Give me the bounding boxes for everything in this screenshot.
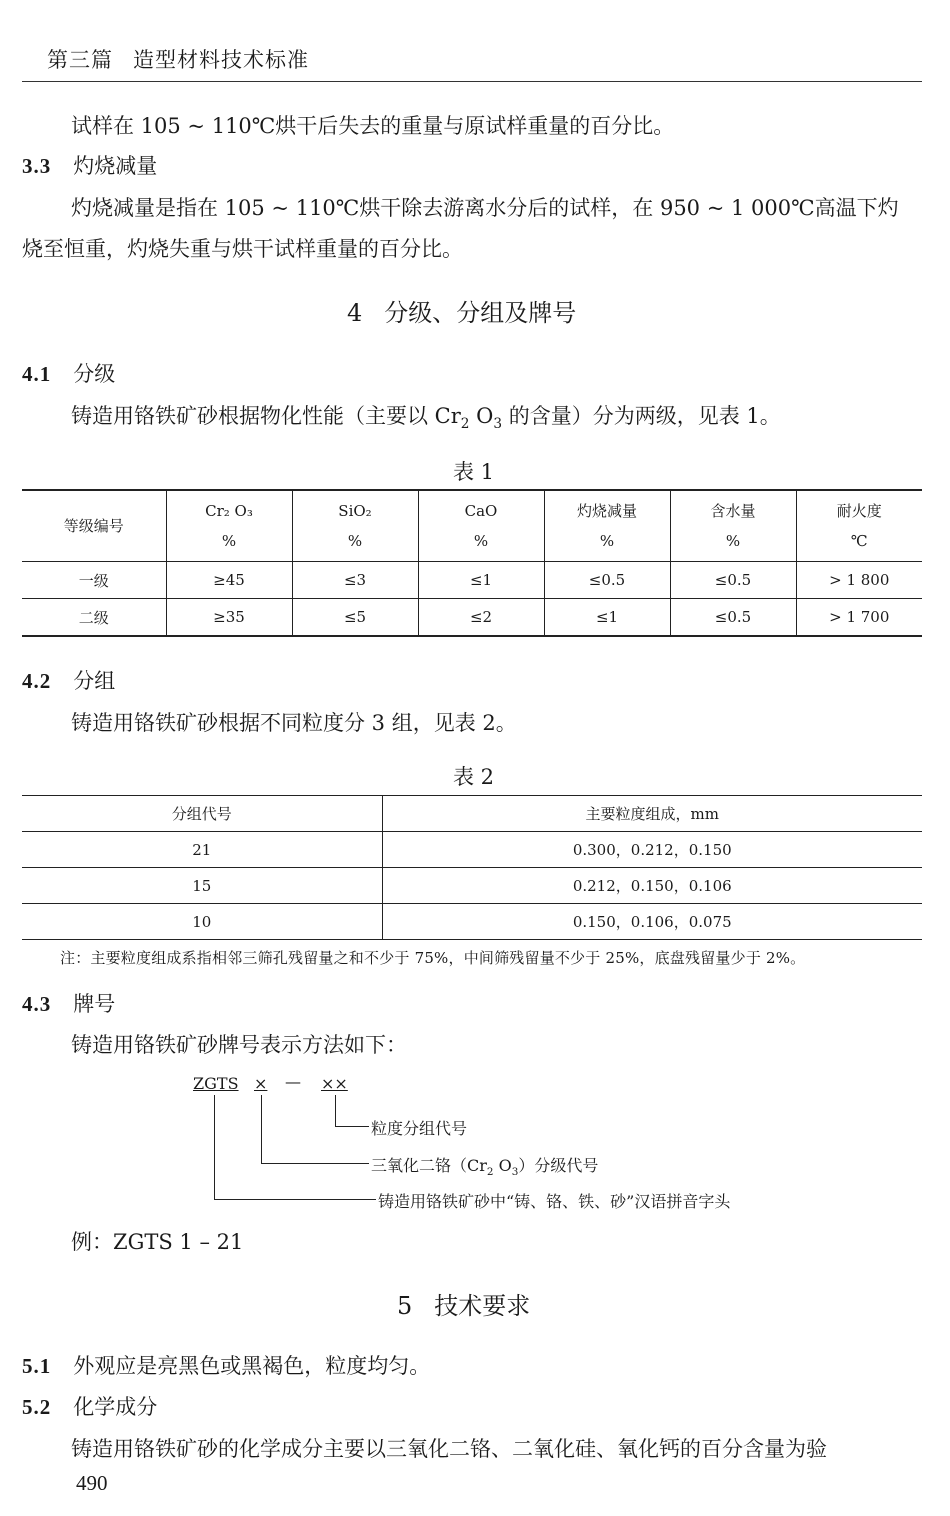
connector-line	[261, 1163, 369, 1164]
subscript: 2	[486, 1166, 494, 1179]
section-title: 技术要求	[434, 1292, 531, 1320]
paragraph-text: 铸造用铬铁矿砂根据物化性能（主要以 Cr	[71, 404, 461, 428]
table-header-cell	[544, 490, 670, 562]
section-4-1-heading	[22, 358, 115, 388]
table1-caption: 表 1	[453, 460, 495, 484]
table-cell: > 1 700	[796, 599, 922, 637]
paragraph-text: O	[469, 404, 494, 428]
paragraph-loi-line1: 灼烧减量是指在 105 ~ 110℃烘干除去游离水分后的试样，在 950 ~ 1 000℃高温下灼	[71, 196, 899, 220]
table-row	[22, 868, 922, 904]
section-4-3-heading	[22, 988, 115, 1018]
table-header-row	[22, 490, 922, 562]
label-grade-code	[371, 1153, 598, 1178]
header-unit: ℃	[850, 532, 868, 550]
connector-line	[214, 1095, 215, 1199]
subscript: 3	[493, 416, 503, 433]
table2-note: 注：主要粒度组成系指相邻三筛孔残留量之和不少于 75%，中间筛残留量不少于 25%，底盘残留量少于 2%。	[60, 949, 806, 967]
table-header-cell	[418, 490, 544, 562]
header-line: 含水量	[710, 502, 756, 520]
section-title: 分组	[73, 669, 116, 693]
designation-grade-placeholder: ×	[254, 1074, 268, 1093]
section-3-3-heading	[22, 150, 157, 180]
header-line: 耐火度	[836, 502, 882, 520]
paragraph-4-1	[71, 400, 781, 432]
table-cell: ≤0.5	[544, 562, 670, 599]
section-5-heading	[397, 1286, 530, 1321]
label-text: ）分级代号	[518, 1156, 599, 1175]
header-line: Cr₂ O₃	[205, 502, 253, 520]
section-number: 4.3	[22, 992, 52, 1016]
table-cell: ≥45	[166, 562, 292, 599]
table-row	[22, 832, 922, 868]
designation-code: ZGTS	[193, 1074, 239, 1093]
section-number: 5	[397, 1292, 413, 1320]
header-line: CaO	[464, 502, 498, 520]
header-unit: %	[221, 532, 237, 550]
header-title: 造型材料技术标准	[133, 48, 309, 72]
table-cell: ≤5	[292, 599, 418, 637]
table-header-cell: 主要粒度组成，mm	[382, 796, 922, 832]
connector-line	[214, 1199, 376, 1200]
connector-line	[261, 1095, 262, 1163]
header-unit: %	[473, 532, 489, 550]
section-number: 5.1	[22, 1354, 52, 1378]
table-header-cell: 分组代号	[22, 796, 382, 832]
section-4-2-heading	[22, 665, 115, 695]
section-5-1	[22, 1350, 430, 1380]
section-number: 4	[347, 299, 363, 327]
section-number: 4.2	[22, 669, 52, 693]
table-cell: > 1 800	[796, 562, 922, 599]
designation-group-placeholder: ××	[321, 1074, 348, 1093]
section-title: 分级、分组及牌号	[384, 299, 577, 327]
section-number: 5.2	[22, 1395, 52, 1419]
table-cell: 二级	[78, 608, 109, 627]
header-line: 灼烧减量	[576, 502, 637, 520]
table-cell: ≤2	[418, 599, 544, 637]
table-cell: 0.150，0.106，0.075	[382, 904, 922, 940]
paragraph-moisture: 试样在 105 ~ 110℃烘干后失去的重量与原试样重量的百分比。	[71, 114, 675, 138]
table-cell: ≤3	[292, 562, 418, 599]
table-cell: 0.300，0.212，0.150	[382, 832, 922, 868]
table-header-cell	[22, 490, 166, 562]
page-number: 490	[76, 1471, 108, 1495]
table-header-cell	[796, 490, 922, 562]
header-unit: %	[599, 532, 615, 550]
table2-group	[22, 795, 922, 940]
header-unit: %	[347, 532, 363, 550]
table2-caption: 表 2	[453, 765, 495, 789]
subscript: 2	[460, 416, 470, 433]
header-rule	[22, 81, 922, 82]
section-number: 4.1	[22, 362, 52, 386]
table-row	[22, 904, 922, 940]
table-cell: 一级	[22, 562, 166, 599]
header-unit: %	[725, 532, 741, 550]
header-line: 等级编号	[63, 517, 124, 535]
label-text: 三氧化二铬（Cr	[371, 1156, 487, 1175]
table-cell: 10	[22, 904, 382, 940]
table-cell: 15	[22, 868, 382, 904]
table-cell: 21	[22, 832, 382, 868]
label-group-code: 粒度分组代号	[371, 1119, 468, 1138]
table-cell: ≤1	[418, 562, 544, 599]
table-row	[22, 562, 922, 599]
table-header-cell	[670, 490, 796, 562]
subscript: 3	[511, 1166, 519, 1179]
table-cell: 0.212，0.150，0.106	[382, 868, 922, 904]
paragraph-4-2: 铸造用铬铁矿砂根据不同粒度分 3 组，见表 2。	[71, 711, 517, 735]
table-cell: ≤0.5	[670, 599, 796, 637]
paragraph-4-3: 铸造用铬铁矿砂牌号表示方法如下：	[71, 1033, 407, 1057]
connector-line	[335, 1126, 369, 1127]
header-line: SiO₂	[338, 502, 372, 520]
label-text: O	[493, 1156, 512, 1175]
header-chapter: 第三篇	[47, 48, 113, 72]
section-4-heading	[347, 293, 576, 328]
paragraph-loi-line2: 烧至恒重，灼烧失重与烘干试样重量的百分比。	[22, 237, 463, 261]
section-title: 灼烧减量	[73, 154, 158, 178]
section-5-2-heading	[22, 1391, 157, 1421]
paragraph-text: 的含量）分为两级，见表 1。	[502, 404, 781, 428]
table1-grade	[22, 489, 922, 637]
section-number: 3.3	[22, 154, 52, 178]
section-title: 化学成分	[73, 1395, 158, 1419]
section-title: 牌号	[73, 992, 116, 1016]
label-pinyin-initials: 铸造用铬铁矿砂中“铸、铬、铁、砂”汉语拼音字头	[378, 1192, 731, 1211]
paragraph-5-2: 铸造用铬铁矿砂的化学成分主要以三氧化二铬、二氧化硅、氧化钙的百分含量为验	[71, 1437, 827, 1461]
table-header-cell	[292, 490, 418, 562]
section-text: 外观应是亮黑色或黑褐色，粒度均匀。	[73, 1354, 431, 1378]
table-header-cell	[166, 490, 292, 562]
running-header	[47, 44, 309, 74]
designation-dash: —	[285, 1072, 301, 1091]
example-designation: 例：ZGTS 1 – 21	[71, 1230, 244, 1254]
table-cell: ≤1	[544, 599, 670, 637]
connector-line	[335, 1095, 336, 1126]
table-cell: ≤0.5	[670, 562, 796, 599]
table-header-row	[22, 796, 922, 832]
section-title: 分级	[73, 362, 116, 386]
table-row	[22, 599, 922, 637]
table-cell: ≥35	[166, 599, 292, 637]
